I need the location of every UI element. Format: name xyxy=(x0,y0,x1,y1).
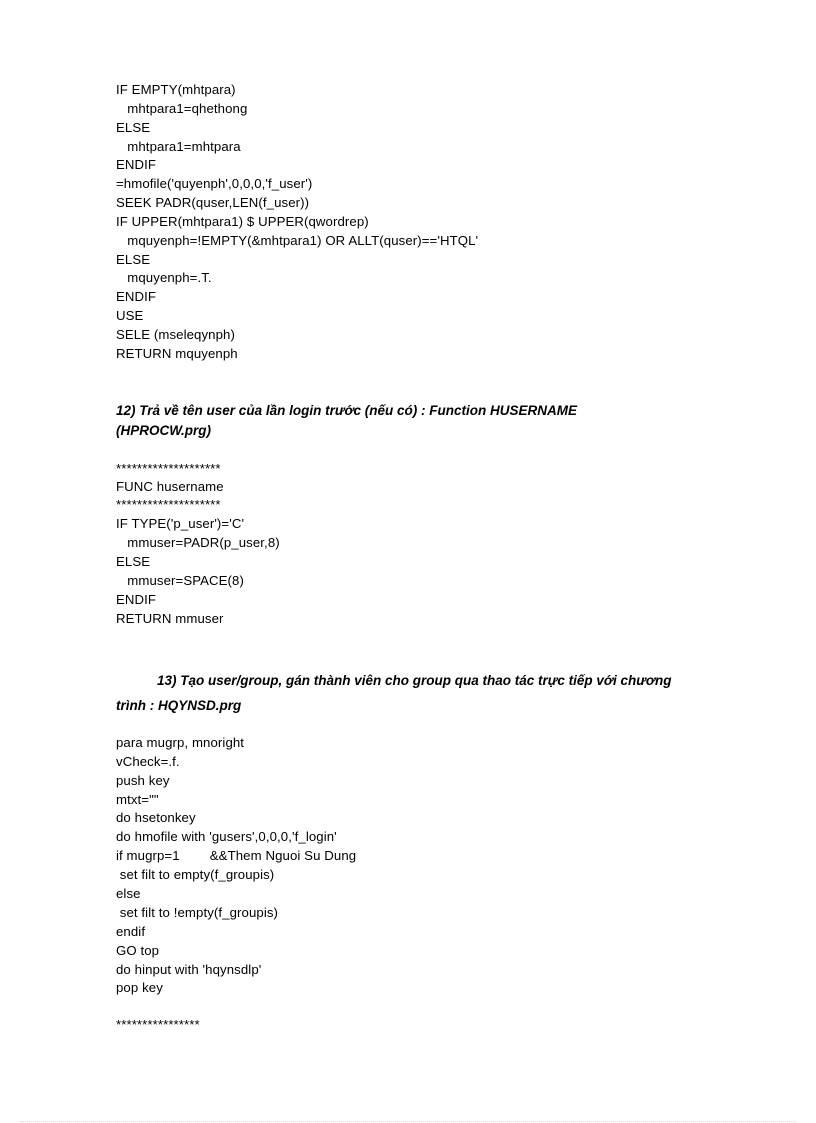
code-line: mhtpara1=mhtpara xyxy=(116,139,241,154)
code-line: vCheck=.f. xyxy=(116,754,180,769)
code-line: do hmofile with 'gusers',0,0,0,'f_login' xyxy=(116,829,337,844)
code-line: RETURN mmuser xyxy=(116,611,224,626)
code-line: mmuser=SPACE(8) xyxy=(116,573,244,588)
code-line: if mugrp=1 &&Them Nguoi Su Dung xyxy=(116,848,357,863)
code-line: ENDIF xyxy=(116,289,157,304)
code-line: do hsetonkey xyxy=(116,810,196,825)
section-12-heading: 12) Trả về tên user của lần login trước (nếu có) : Function HUSERNAME xyxy=(116,403,578,418)
code-line: mmuser=PADR(p_user,8) xyxy=(116,535,280,550)
code-line: SEEK PADR(quser,LEN(f_user)) xyxy=(116,195,310,210)
code-line: set filt to empty(f_groupis) xyxy=(116,867,275,882)
code-line: GO top xyxy=(116,943,160,958)
section-12-heading-cont: (HPROCW.prg) xyxy=(116,423,211,438)
code-line: else xyxy=(116,886,141,901)
code-line: do hinput with 'hqynsdlp' xyxy=(116,962,262,977)
code-line: ELSE xyxy=(116,120,151,135)
code-line: mquyenph=.T. xyxy=(116,270,212,285)
code-line: endif xyxy=(116,924,146,939)
code-line: ENDIF xyxy=(116,592,157,607)
code-line: para mugrp, mnoright xyxy=(116,735,245,750)
closing-separator: **************** xyxy=(116,1017,200,1032)
code-line: mtxt="" xyxy=(116,792,159,807)
code-line: IF UPPER(mhtpara1) $ UPPER(qwordrep) xyxy=(116,214,369,229)
section-13-heading-cont: trình : HQYNSD.prg xyxy=(116,698,242,713)
code-line: pop key xyxy=(116,980,163,995)
code-line: ELSE xyxy=(116,554,151,569)
code-line: mquyenph=!EMPTY(&mhtpara1) OR ALLT(quser)=='HTQL' xyxy=(116,233,479,248)
code-line: push key xyxy=(116,773,170,788)
code-line: set filt to !empty(f_groupis) xyxy=(116,905,279,920)
page-bottom-rule xyxy=(20,1121,796,1122)
code-line: RETURN mquyenph xyxy=(116,346,238,361)
code-line: =hmofile('quyenph',0,0,0,'f_user') xyxy=(116,176,313,191)
code-line: IF EMPTY(mhtpara) xyxy=(116,82,236,97)
code-line: IF TYPE('p_user')='C' xyxy=(116,516,245,531)
code-line: ELSE xyxy=(116,252,151,267)
code-line: SELE (mseleqynph) xyxy=(116,327,235,342)
code-line: ENDIF xyxy=(116,157,157,172)
section-13-heading: 13) Tạo user/group, gán thành viên cho group qua thao tác trực tiếp với chương xyxy=(157,673,672,688)
code-line: ******************** xyxy=(116,461,221,476)
code-line: ******************** xyxy=(116,497,221,512)
code-line: USE xyxy=(116,308,144,323)
code-line: mhtpara1=qhethong xyxy=(116,101,248,116)
code-line: FUNC husername xyxy=(116,479,224,494)
